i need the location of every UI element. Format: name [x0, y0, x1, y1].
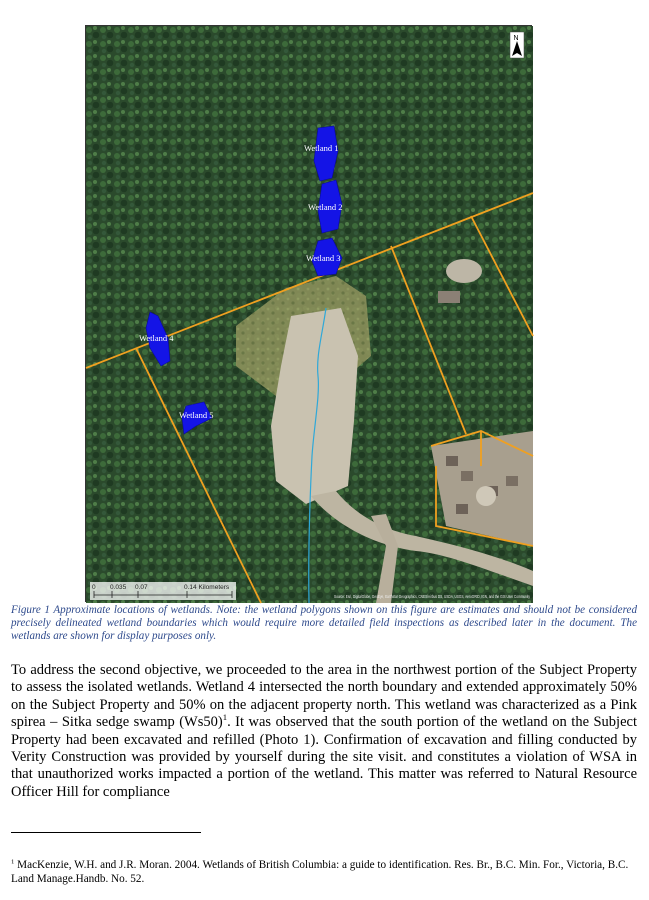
- wetland-5-label: Wetland 5: [179, 410, 214, 420]
- wetland-2-label: Wetland 2: [308, 202, 343, 212]
- paragraph-text-start: To address the second objective, we proceeded to the area in the northwest portion of the Subject Property to assess the isolated wetlands. Wetland 4 intersected the north boundary and extended approximately 50% on the Subject Property and 50% on the adjacent property north. This wetland was characterized as a Pink spirea – Sitka sedge swamp (Ws50): [11, 662, 637, 731]
- scale-bar: [90, 582, 236, 600]
- footnote-divider: [11, 832, 201, 833]
- cul-de-sac: [476, 486, 496, 506]
- footnote: [11, 858, 637, 886]
- wetland-3-label: Wetland 3: [306, 253, 341, 263]
- house-2: [461, 471, 473, 481]
- scale-label-2: 0.07: [135, 584, 148, 591]
- wetland-4-label: Wetland 4: [139, 333, 174, 343]
- scale-label-3: 0.14 Kilometers: [184, 584, 230, 591]
- figure-caption: Figure 1 Approximate locations of wetlands. Note: the wetland polygons shown on this figure are estimates and should not be considered precisely delineated wetland boundaries which would require more detailed field inspections as described later in the document. The wetlands are shown for display purposes only.: [11, 604, 637, 643]
- footnote-reference[interactable]: 1: [222, 712, 228, 723]
- footnote-marker: 1: [11, 858, 15, 866]
- north-arrow: [510, 32, 524, 58]
- wetland-1-label: Wetland 1: [304, 143, 339, 153]
- house-1: [446, 456, 458, 466]
- aerial-map-figure: [85, 25, 532, 602]
- house-5: [456, 504, 468, 514]
- north-arrow-label: N: [513, 35, 519, 42]
- house-6: [438, 291, 460, 303]
- map-attribution: Source: Esri, DigitalGlobe, GeoEye, Earthstar Geographics, CNES/Airbus DS, USDA, USGS, AeroGRID, IGN, and the GIS User Community: [334, 594, 531, 599]
- scale-label-0: 0: [92, 584, 96, 591]
- footnote-text: MacKenzie, W.H. and J.R. Moran. 2004. Wetlands of British Columbia: a guide to identification. Res. Br., B.C. Min. For., Victoria, B.C. Land Manage.Handb. No. 52.: [11, 859, 629, 885]
- paragraph-text-end: . It was observed that the south portion of the wetland on the Subject Property had been excavated and refilled (Photo 1). Confirmation of excavation and filling conducted by Verity Construction was provided by yourself during the site visit. and constitutes a violation of WSA in that unauthorized works impacted a portion of the wetland. This matter was referred to Natural Resource Officer Hill for compliance: [11, 714, 637, 800]
- scale-label-1: 0.035: [110, 584, 127, 591]
- body-paragraph: [11, 662, 637, 801]
- driveway-loop: [446, 259, 482, 283]
- house-4: [506, 476, 518, 486]
